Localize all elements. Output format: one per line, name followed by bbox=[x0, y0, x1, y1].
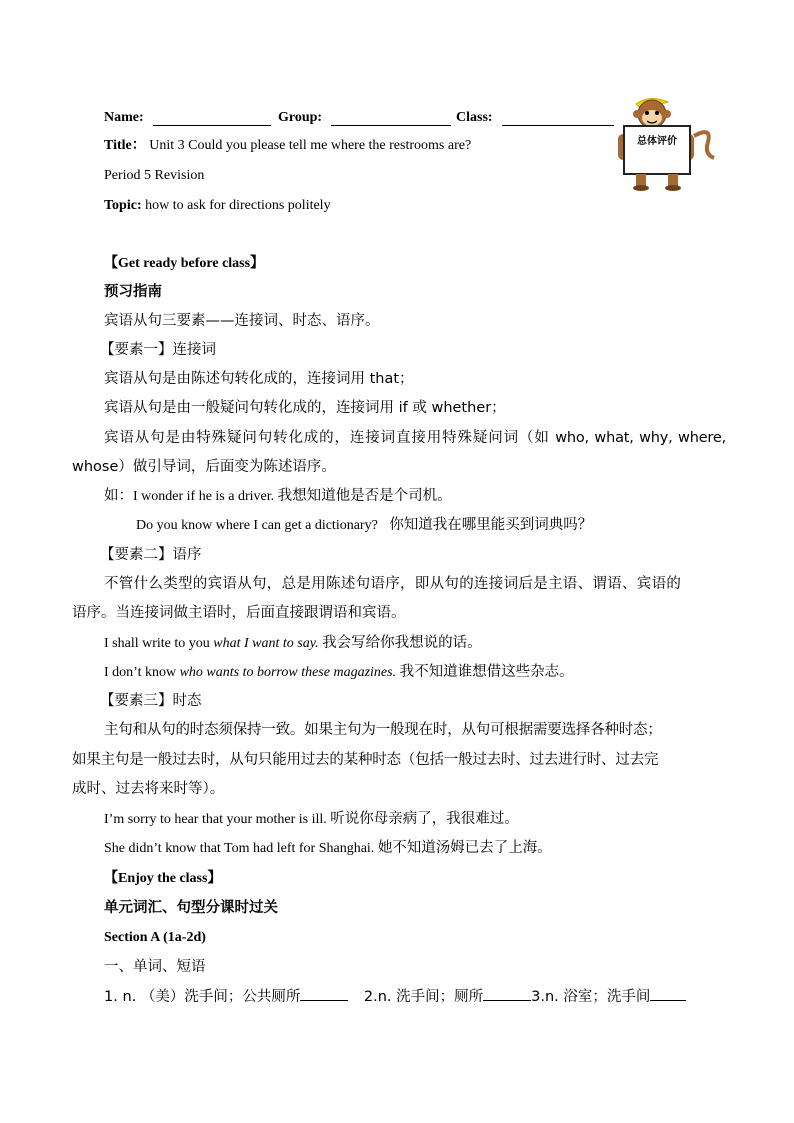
example-6-english: She didn’t know that Tom had left for Shanghai. bbox=[104, 841, 375, 856]
question-1-blank[interactable] bbox=[300, 986, 348, 1001]
example-5-english: I’m sorry to hear that your mother is ill. bbox=[104, 812, 327, 827]
example-3 bbox=[104, 633, 482, 654]
example-1-chinese: 我想知道他是否是个司机。 bbox=[277, 488, 452, 504]
preview-intro: 宾语从句三要素——连接词、时态、语序。 bbox=[104, 313, 380, 329]
enjoy-subheading: 单元词汇、句型分课时过关 bbox=[104, 900, 278, 916]
example-4-chinese: 我不知道谁想借这些杂志。 bbox=[399, 664, 574, 680]
badge-text: 总体评价 bbox=[637, 136, 677, 147]
example-1 bbox=[104, 486, 452, 507]
question-row-1 bbox=[104, 986, 686, 1008]
example-3-italic: what I want to say. bbox=[213, 636, 319, 651]
topic-text: how to ask for directions politely bbox=[145, 198, 331, 213]
preview-heading: 【Get ready before class】 bbox=[104, 256, 265, 271]
class-label: Class: bbox=[456, 110, 493, 125]
element-1-title: 【要素一】连接词 bbox=[100, 342, 216, 358]
title-label: Title： bbox=[104, 138, 146, 153]
element-1-line-4: whose）做引导词，后面变为陈述语序。 bbox=[72, 459, 336, 475]
group-blank[interactable] bbox=[331, 111, 451, 126]
element-3-line-1: 主句和从句的时态须保持一致。如果主句为一般现在时，从句可根据需要选择各种时态； bbox=[104, 722, 662, 738]
element-1-line-3: 宾语从句是由特殊疑问句转化成的，连接词直接用特殊疑问词（如 who, what, why, where, bbox=[104, 430, 726, 446]
topic-line bbox=[104, 196, 331, 216]
title-text: Unit 3 Could you please tell me where the restrooms are? bbox=[149, 138, 472, 153]
element-3-title: 【要素三】时态 bbox=[100, 693, 202, 709]
question-2: 2.n. 洗手间；厕所 bbox=[363, 989, 484, 1005]
example-3-chinese: 我会写给你我想说的话。 bbox=[322, 635, 482, 651]
title-line bbox=[104, 136, 471, 156]
example-2-english: Do you know where I can get a dictionary? bbox=[136, 518, 378, 533]
example-1-prefix: 如： bbox=[104, 488, 133, 504]
section-title: Section A (1a-2d) bbox=[104, 930, 206, 945]
example-3-english: I shall write to you bbox=[104, 636, 210, 651]
preview-subheading: 预习指南 bbox=[104, 284, 162, 300]
topic-label: Topic: bbox=[104, 198, 142, 213]
example-6 bbox=[104, 838, 552, 859]
example-4 bbox=[104, 662, 574, 683]
class-blank[interactable] bbox=[502, 111, 614, 126]
evaluation-board bbox=[624, 126, 690, 174]
part-1-title: 一、单词、短语 bbox=[104, 959, 206, 975]
example-1-english: I wonder if he is a driver. bbox=[133, 489, 275, 504]
element-2-line-1: 不管什么类型的宾语从句，总是用陈述句语序，即从句的连接词后是主语、谓语、宾语的 bbox=[104, 576, 682, 592]
element-2-title: 【要素二】语序 bbox=[100, 547, 202, 563]
name-label: Name: bbox=[104, 110, 144, 125]
example-6-chinese: 她不知道汤姆已去了上海。 bbox=[377, 840, 552, 856]
question-3: 3.n. 浴室；洗手间 bbox=[531, 989, 651, 1005]
name-blank[interactable] bbox=[153, 111, 271, 126]
element-3-line-2: 如果主句是一般过去时，从句只能用过去的某种时态（包括一般过去时、过去进行时、过去完 bbox=[72, 752, 659, 768]
enjoy-heading: 【Enjoy the class】 bbox=[104, 871, 222, 886]
group-label: Group: bbox=[278, 110, 323, 125]
question-1: 1. n. （美）洗手间；公共厕所 bbox=[104, 989, 301, 1005]
monkey-evaluation-badge bbox=[614, 96, 718, 192]
example-5-chinese: 听说你母亲病了，我很难过。 bbox=[330, 811, 519, 827]
example-4-english: I don’t know bbox=[104, 665, 177, 680]
example-2 bbox=[136, 515, 592, 536]
example-2-chinese: 你知道我在哪里能买到词典吗？ bbox=[389, 517, 593, 533]
element-2-line-2: 语序。当连接词做主语时，后面直接跟谓语和宾语。 bbox=[72, 605, 406, 621]
example-4-italic: who wants to borrow these magazines. bbox=[179, 665, 397, 680]
element-3-line-3: 成时、过去将来时等）。 bbox=[72, 781, 225, 797]
element-1-line-1: 宾语从句是由陈述句转化成的，连接词用 that； bbox=[104, 371, 414, 387]
period-line: Period 5 Revision bbox=[104, 168, 205, 183]
element-1-line-2: 宾语从句是由一般疑问句转化成的，连接词用 if 或 whether； bbox=[104, 400, 506, 416]
example-5 bbox=[104, 809, 519, 830]
question-3-blank[interactable] bbox=[650, 986, 686, 1001]
question-2-blank[interactable] bbox=[483, 986, 531, 1001]
